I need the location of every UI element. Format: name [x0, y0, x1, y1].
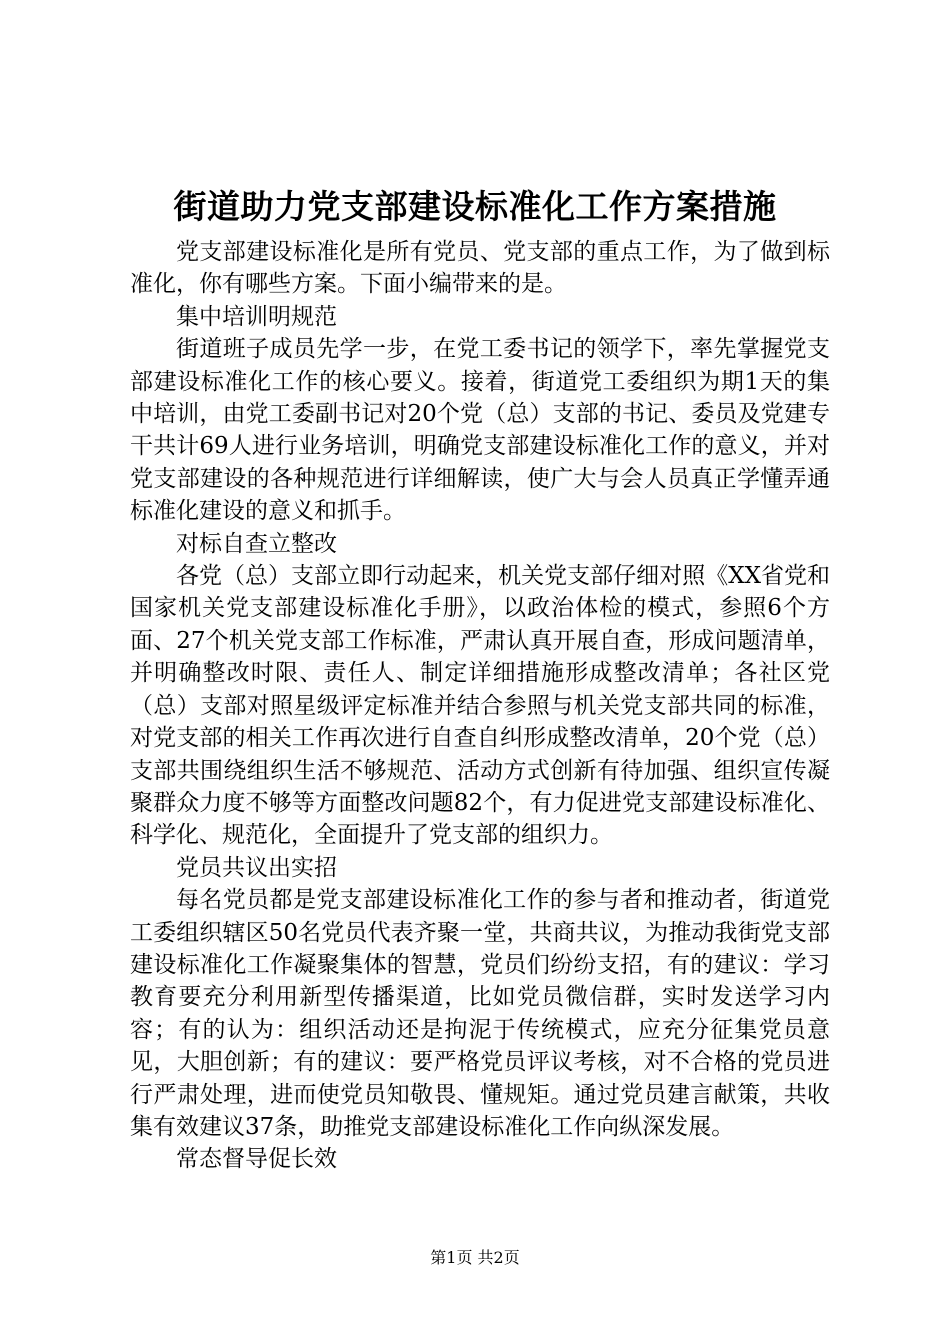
section-heading-training: 集中培训明规范: [176, 303, 337, 330]
section-paragraph-discussion: 每名党员都是党支部建设标准化工作的参与者和推动者，街道党工委组织辖区50名党员代表齐聚一堂，共商共议，为推动我街党支部建设标准化工作凝聚集体的智慧，党员们纷纷支招，有的建议：学习教育要充分利用新型传播渠道，比如党员微信群，实时发送学习内容；有的认为：组织活动还是拘泥于传统模式，应充分征集党员意见，大胆创新；有的建议：要严格党员评议考核，对不合格的党员进行严肃处理，进而使党员知敬畏、懂规矩。通过党员建言献策，共收集有效建议37条，助推党支部建设标准化工作向纵深发展。: [130, 887, 830, 1140]
section-heading-supervision: 常态督导促长效: [176, 1146, 337, 1173]
section-heading-selfcheck: 对标自查立整改: [176, 530, 337, 557]
page-footer: 第1页 共2页: [430, 1248, 520, 1267]
document-body: [130, 236, 830, 1176]
document-title: 街道助力党支部建设标准化工作方案措施: [173, 187, 777, 226]
section-heading-discussion: 党员共议出实招: [176, 854, 337, 881]
section-paragraph-selfcheck: 各党（总）支部立即行动起来，机关党支部仔细对照《XX省党和国家机关党支部建设标准化手册》，以政治体检的模式，参照6个方面、27个机关党支部工作标准，严肃认真开展自查，形成问题清单，并明确整改时限、责任人、制定详细措施形成整改清单；各社区党（总）支部对照星级评定标准并结合参照与机关党支部共同的标准，对党支部的相关工作再次进行自查自纠形成整改清单，20个党（总）支部共围绕组织生活不够规范、活动方式创新有待加强、组织宣传凝聚群众力度不够等方面整改问题82个，有力促进党支部建设标准化、科学化、规范化，全面提升了党支部的组织力。: [130, 563, 830, 849]
intro-paragraph: 党支部建设标准化是所有党员、党支部的重点工作，为了做到标准化，你有哪些方案。下面小编带来的是。: [130, 239, 830, 298]
section-paragraph-training: 街道班子成员先学一步，在党工委书记的领学下，率先掌握党支部建设标准化工作的核心要义。接着，街道党工委组织为期1天的集中培训，由党工委副书记对20个党（总）支部的书记、委员及党建专干共计69人进行业务培训，明确党支部建设标准化工作的意义，并对党支部建设的各种规范进行详细解读，使广大与会人员真正学懂弄通标准化建设的意义和抓手。: [130, 336, 830, 525]
